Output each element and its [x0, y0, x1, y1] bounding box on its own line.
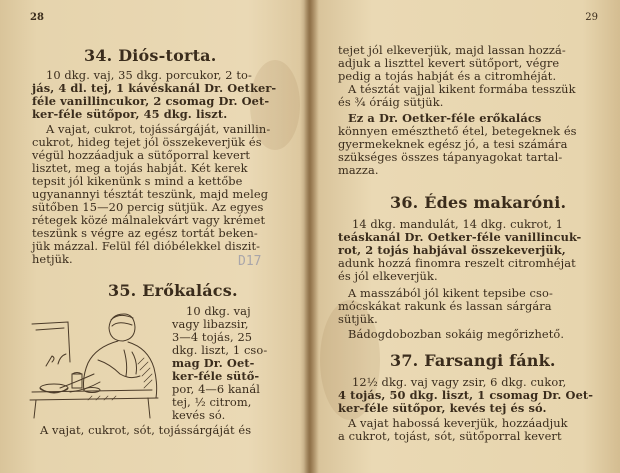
recipe-text-line: könnyen emészthető étel, betegeknek és	[338, 124, 577, 138]
page-number: 28	[30, 12, 44, 23]
recipe-title: 35. Erőkalács.	[108, 281, 238, 300]
recipe-text-line: szükséges összes tápanyagokat tartal-	[338, 150, 563, 164]
recipe-text-line: féle vanillincukor, 2 csomag Dr. Oet-	[32, 94, 270, 108]
recipe-text-line: tej, ½ citrom,	[172, 395, 252, 409]
recipe-text-line: mócskákat rakunk és lassan sárgára	[338, 299, 552, 313]
recipe-text-line: 3—4 tojás, 25	[172, 330, 253, 344]
left-page	[0, 0, 300, 473]
recipe-text-line: 12½ dkg. vaj vagy zsir, 6 dkg. cukor,	[352, 375, 567, 389]
recipe-text-line: Bádogdobozban sokáig megőrizhető.	[348, 327, 565, 341]
recipe-text-line: A tésztát vajjal kikent formába tesszük	[348, 82, 576, 96]
recipe-title: 36. Édes makaróni.	[390, 193, 567, 212]
recipe-text-line: por, 4—6 kanál	[172, 382, 260, 396]
recipe-text-line: 14 dkg. mandulát, 14 dkg. cukrot, 1	[352, 217, 563, 231]
recipe-text-line: adunk hozzá finomra reszelt citromhéjat	[338, 256, 576, 270]
recipe-text-line: 4 tojás, 50 dkg. liszt, 1 csomag Dr. Oet-	[338, 388, 594, 402]
recipe-text-line: hetjük.	[32, 252, 73, 266]
recipe-text-line: és jól elkeverjük.	[338, 269, 438, 283]
recipe-text-line: a cukrot, tojást, sót, sütőporral kevert	[338, 429, 562, 443]
recipe-text-line: gyermekeknek egész jó, a tesi számára	[338, 137, 568, 151]
recipe-text-line: tejet jól elkeverjük, majd lassan hozzá-	[338, 43, 566, 57]
woman-cooking-sketch-icon	[28, 304, 168, 420]
recipe-text-line: tepsit jól kikenünk s mind a kettőbe	[32, 174, 243, 188]
recipe-text-line: teszünk s végre az egész tortát beken-	[32, 226, 258, 240]
recipe-text-line: lisztet, meg a tojás habját. Két kerek	[32, 161, 248, 175]
recipe-text-line: A vajat, cukrot, tojássárgáját, vanillin-	[46, 122, 271, 136]
recipe-text-line: és ¾ óráig sütjük.	[338, 95, 444, 109]
recipe-text-line: rétegek közé málnalekvárt vagy krémet	[32, 213, 266, 227]
recipe-text-line: adjuk a liszttel kevert sütőport, végre	[338, 56, 560, 70]
recipe-text-line: ker-féle sütőpor, kevés tej és só.	[338, 401, 547, 415]
right-page	[318, 0, 620, 473]
recipe-text-line: jás, 4 dl. tej, 1 kávéskanál Dr. Oetker-	[32, 81, 277, 95]
recipe-text-line: végül hozzáadjuk a sütőporral kevert	[32, 148, 251, 162]
page-number: 29	[585, 12, 598, 23]
recipe-title: 34. Diós-torta.	[84, 46, 217, 65]
recipe-text-line: ker-féle sütő-	[172, 369, 260, 383]
book-spine	[300, 0, 318, 473]
recipe-text-line: teáskanál Dr. Oetker-féle vanillincuk-	[338, 230, 582, 244]
recipe-text-line: 10 dkg. vaj	[186, 304, 251, 318]
recipe-text-line: A vajat, cukrot, sót, tojássárgáját és	[40, 423, 252, 437]
recipe-text-line: sütőben 15—20 percig sütjük. Az egyes	[32, 200, 264, 214]
pencil-annotation: D17	[238, 254, 262, 269]
recipe-text-line: A masszából jól kikent tepsibe cso-	[348, 286, 553, 300]
recipe-text-line: Ez a Dr. Oetker-féle erőkalács	[348, 111, 542, 125]
recipe-text-line: dkg. liszt, 1 cso-	[172, 343, 268, 357]
recipe-text-line: pedig a tojás habját és a citromhéját.	[338, 69, 557, 83]
recipe-text-line: sütjük.	[338, 312, 378, 326]
recipe-text-line: kevés só.	[172, 408, 226, 422]
recipe-text-line: mag Dr. Oet-	[172, 356, 255, 370]
recipe-text-line: ugyanannyi tésztát teszünk, majd meleg	[32, 187, 269, 201]
recipe-text-line: ker-féle sütőpor, 45 dkg. liszt.	[32, 107, 228, 121]
recipe-text-line: A vajat habossá keverjük, hozzáadjuk	[348, 416, 568, 430]
recipe-text-line: cukrot, hideg tejet jól összekeverjük és	[32, 135, 262, 149]
recipe-text-line: jük mázzal. Felül fél dióbélekkel diszit-	[32, 239, 261, 253]
recipe-title: 37. Farsangi fánk.	[390, 351, 556, 370]
recipe-text-line: 10 dkg. vaj, 35 dkg. porcukor, 2 to-	[46, 68, 252, 82]
recipe-text-line: rot, 2 tojás habjával összekeverjük,	[338, 243, 566, 257]
recipe-text-line: vagy libazsir,	[172, 317, 249, 331]
recipe-text-line: mazza.	[338, 163, 379, 177]
